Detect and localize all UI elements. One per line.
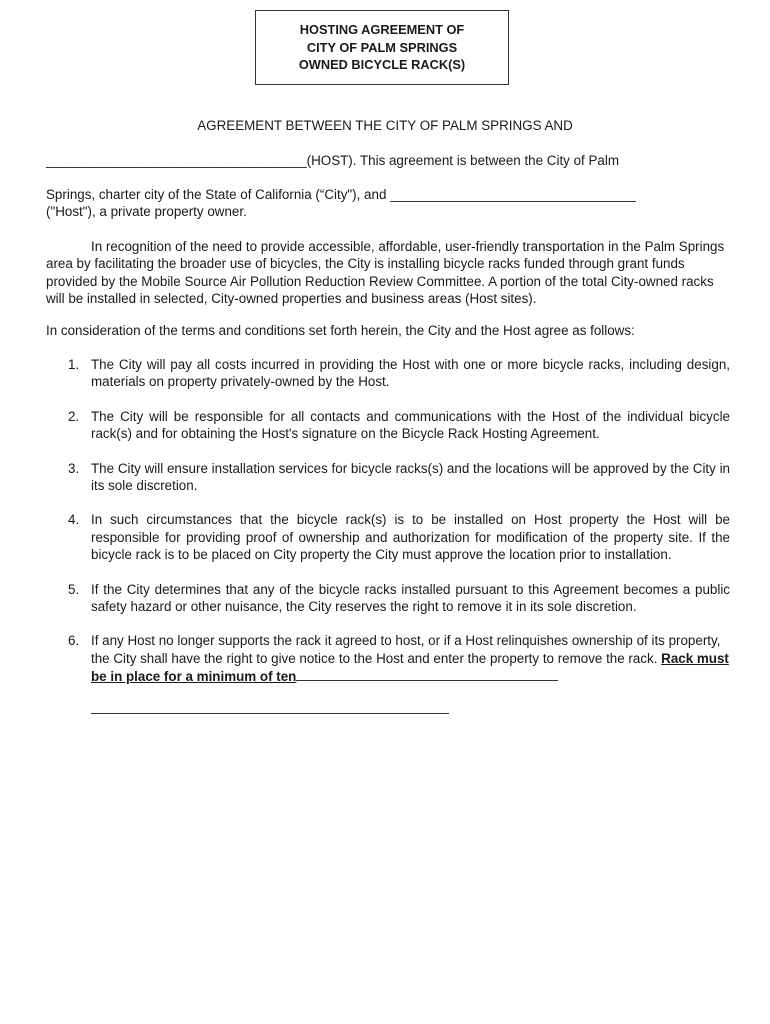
consideration-paragraph: In consideration of the terms and conditions set forth herein, the City and the Host agree as follows:: [46, 323, 635, 338]
term-number: 4.: [68, 512, 80, 528]
title-line-1: HOSTING AGREEMENT OF: [299, 22, 465, 38]
document-title-box: [255, 10, 509, 85]
host-name-blank: ___________________________________: [46, 153, 307, 168]
term-number: 3.: [68, 460, 80, 476]
continuation-blank-line: [91, 713, 449, 714]
minimum-term-clause: Rack must be in place for a minimum of ten: [91, 650, 729, 685]
parties-paragraph: [46, 186, 736, 221]
term-text: The City will ensure installation services for bicycle racks(s) and the locations will be approved by the City in its sole discretion.: [91, 460, 730, 494]
recognition-paragraph: In recognition of the need to provide accessible, affordable, user-friendly transportation in the Palm Springs area by facilitating the broader use of bicycles, the City is installing bicycle racks funded through grant funds provided by the Mobile Source Air Pollution Reduction Review Committee. A portion of the total City-owned racks will be installed in selected, City-owned properties and business areas (Host sites).: [46, 239, 725, 307]
agreement-heading: AGREEMENT BETWEEN THE CITY OF PALM SPRINGS AND: [197, 118, 573, 133]
term-number: 6.: [68, 633, 80, 649]
term-item: [46, 581, 730, 616]
term-text: In such circumstances that the bicycle rack(s) is to be installed on Host property the Host will be responsible for providing proof of ownership and authorization for modification of the property site. If the bicycle rack is to be placed on City property the City must approve the location prior to installation.: [91, 512, 730, 563]
term-number: 5.: [68, 581, 80, 597]
term-item: [46, 356, 730, 391]
term-blank-line: [296, 667, 558, 681]
terms-list: [46, 356, 730, 703]
term-text: If the City determines that any of the bicycle racks installed pursuant to this Agreement becomes a public safety hazard or other nuisance, the City reserves the right to remove it in its sole discretion.: [91, 581, 730, 615]
title-line-2: CITY OF PALM SPRINGS: [306, 39, 458, 55]
term-item: [46, 408, 730, 443]
title-line-3: OWNED BICYCLE RACK(S): [298, 57, 466, 73]
term-text: The City will pay all costs incurred in providing the Host with one or more bicycle racks, including design, materials on property privately-owned by the Host.: [91, 357, 730, 390]
term-text: If any Host no longer supports the rack it agreed to host, or if a Host relinquishes ownership of its property, the City shall have the right to give notice to the Host and enter the property to remove the rack.: [91, 633, 721, 666]
term-number: 2.: [68, 408, 80, 424]
parties-line-2: ("Host"), a private property owner.: [46, 204, 247, 220]
term-item: [46, 511, 730, 563]
parties-line-1: Springs, charter city of the State of California (“City"), and: [46, 187, 391, 202]
term-item: [46, 632, 730, 685]
host-owner-blank: _________________________________: [390, 187, 636, 202]
host-line: [46, 152, 736, 169]
term-text: The City will be responsible for all contacts and communications with the Host of the individual bicycle rack(s) and for obtaining the Host's signature on the Bicycle Rack Hosting Agreement.: [91, 408, 730, 442]
term-item: [46, 460, 730, 495]
term-number: 1.: [68, 357, 80, 372]
host-line-text: (HOST). This agreement is between the City of Palm: [306, 153, 619, 168]
